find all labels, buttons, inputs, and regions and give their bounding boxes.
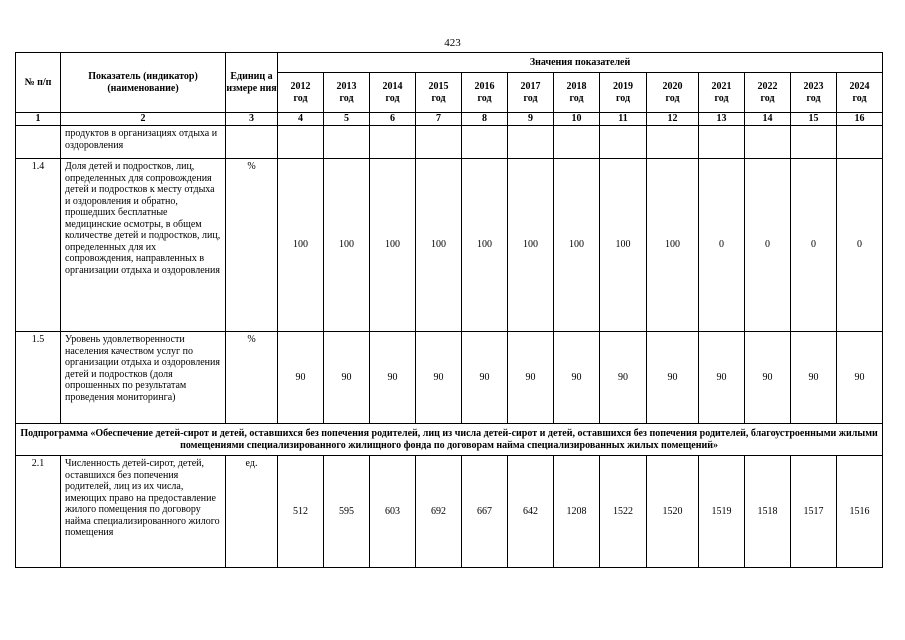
row-number [16,126,61,159]
column-number: 16 [837,113,883,126]
indicator-value: 512 [278,456,324,568]
indicator-value: 90 [370,332,416,424]
header-year: 2024 год [837,73,883,113]
column-number: 9 [508,113,554,126]
indicator-value: 100 [600,159,647,332]
subprogram-heading: Подпрограмма «Обеспечение детей-сирот и детей, оставшихся без попечения родителей, лиц из числа детей-сирот и детей, оставшихся без попечения родителей, благоустроенными жилыми помещениями специализированного жилищного фонда по договорам найма специализированных жилых помещений» [16,424,883,456]
table-row [16,456,883,568]
indicator-value: 100 [416,159,462,332]
header-year: 2016 год [462,73,508,113]
indicator-value [462,126,508,159]
indicator-name: продуктов в организациях отдыха и оздоровления [61,126,226,159]
header-year: 2021 год [699,73,745,113]
column-number: 13 [699,113,745,126]
indicator-value: 642 [508,456,554,568]
indicator-value [416,126,462,159]
indicator-value: 0 [791,159,837,332]
indicator-value: 692 [416,456,462,568]
header-indicator: Показатель (индикатор) (наименование) [61,53,226,113]
indicator-value: 90 [699,332,745,424]
column-number: 14 [745,113,791,126]
indicator-value: 1517 [791,456,837,568]
column-number: 5 [324,113,370,126]
header-year: 2022 год [745,73,791,113]
indicator-value [508,126,554,159]
header-year: 2023 год [791,73,837,113]
column-number: 3 [226,113,278,126]
header-year: 2020 год [647,73,699,113]
column-number: 11 [600,113,647,126]
row-number: 1.5 [16,332,61,424]
page-number: 423 [444,37,461,49]
indicator-value: 100 [278,159,324,332]
indicator-value: 0 [745,159,791,332]
column-number: 1 [16,113,61,126]
indicator-value: 667 [462,456,508,568]
indicator-value: 100 [462,159,508,332]
indicator-value [600,126,647,159]
row-number: 1.4 [16,159,61,332]
indicator-value: 90 [837,332,883,424]
header-year: 2013 год [324,73,370,113]
indicator-value: 1208 [554,456,600,568]
indicator-value: 90 [508,332,554,424]
column-number: 8 [462,113,508,126]
table-row [16,332,883,424]
indicator-value: 595 [324,456,370,568]
indicator-value [370,126,416,159]
header-year: 2017 год [508,73,554,113]
unit-of-measure: ед. [226,456,278,568]
column-number: 12 [647,113,699,126]
indicator-value: 100 [647,159,699,332]
indicator-value: 100 [508,159,554,332]
indicator-value [745,126,791,159]
header-unit: Единиц а измере ния [226,53,278,113]
column-number: 6 [370,113,416,126]
indicator-value: 100 [324,159,370,332]
header-year: 2018 год [554,73,600,113]
indicator-value: 90 [278,332,324,424]
indicator-name: Уровень удовлетворенности населения качеством услуг по организации отдыха и оздоровления детей и подростков (доля опрошенных по результатам проведения мониторинга) [61,332,226,424]
indicator-value: 100 [370,159,416,332]
indicator-value: 90 [462,332,508,424]
indicator-value: 603 [370,456,416,568]
column-number: 2 [61,113,226,126]
header-year: 2019 год [600,73,647,113]
unit-of-measure [226,126,278,159]
indicator-value [324,126,370,159]
indicator-value: 90 [791,332,837,424]
unit-of-measure: % [226,159,278,332]
indicator-name: Численность детей-сирот, детей, оставшихся без попечения родителей, лиц из их числа, имеющих право на предоставление жилого помещения по договору найма специализированного жилого помещения [61,456,226,568]
indicator-value: 1522 [600,456,647,568]
indicator-value: 90 [647,332,699,424]
subprogram-row [16,424,883,456]
indicator-value: 0 [699,159,745,332]
table-row [16,159,883,332]
indicator-value [647,126,699,159]
indicators-table [15,52,883,568]
indicator-value: 90 [554,332,600,424]
indicator-name: Доля детей и подростков, лиц, определенных для сопровождения детей и подростков к месту отдыха и оздоровления и обратно, прошедших бесплатные медицинские осмотры, в общем количестве детей и подростков, лиц, определенных для их сопровождения, направленных в организации отдыха и оздоровления [61,159,226,332]
indicator-value [554,126,600,159]
indicator-value [791,126,837,159]
indicator-value: 90 [324,332,370,424]
indicator-value: 1519 [699,456,745,568]
header-values-title: Значения показателей [278,53,883,73]
header-year: 2012 год [278,73,324,113]
indicator-value: 0 [837,159,883,332]
column-number: 7 [416,113,462,126]
indicator-value [699,126,745,159]
column-number: 10 [554,113,600,126]
indicator-value: 90 [416,332,462,424]
indicator-value: 90 [600,332,647,424]
table-row [16,126,883,159]
indicator-value: 1516 [837,456,883,568]
unit-of-measure: % [226,332,278,424]
indicator-value [837,126,883,159]
indicator-value: 100 [554,159,600,332]
header-year: 2014 год [370,73,416,113]
row-number: 2.1 [16,456,61,568]
indicator-value: 1518 [745,456,791,568]
indicator-value [278,126,324,159]
indicator-value: 90 [745,332,791,424]
header-num: № п/п [16,53,61,113]
indicator-value: 1520 [647,456,699,568]
column-number: 4 [278,113,324,126]
header-year: 2015 год [416,73,462,113]
column-number: 15 [791,113,837,126]
